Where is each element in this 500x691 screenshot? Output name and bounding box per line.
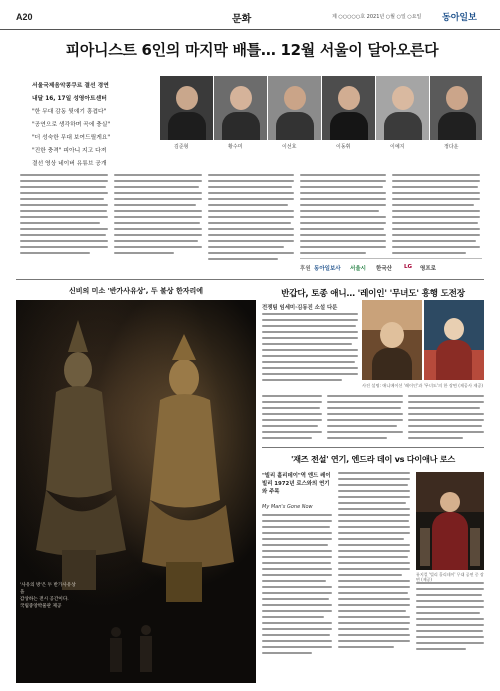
caption-line: 감상하는 전시 공간이다. [20, 597, 69, 602]
sculpture-caption-title: 신비의 미소 '반가사유상', 두 불상 한자리에 [68, 287, 204, 295]
portrait-photo [430, 76, 482, 140]
sponsor-logo: 한국산 [376, 266, 392, 272]
subhead-line: 서울국제음악콩쿠르 결선 경연 [32, 83, 109, 89]
portrait-photo [160, 76, 213, 140]
portrait-name: 이예지 [390, 144, 405, 150]
portrait-photo [376, 76, 429, 140]
portrait-photo [268, 76, 321, 140]
portrait-row [160, 76, 482, 166]
masthead-logo: 동아일보 [442, 13, 477, 23]
subhead-line: "공연으로 생각하며 곡에 충실" [32, 122, 111, 128]
portrait-name: 이동휘 [336, 144, 351, 150]
portrait-name: 김준형 [174, 144, 189, 150]
sculpture-caption [20, 582, 80, 610]
portrait-name: 황수미 [228, 144, 243, 150]
chopin-subheads [32, 80, 152, 171]
jazz-stage-caption: 뮤지컬 '빌리 홀리데이' 무대 공연 중 장면 (제공) [416, 572, 484, 582]
portrait-photo [322, 76, 375, 140]
jazz-quote: My Man's Gone Now [262, 504, 313, 510]
portrait-name: 정다운 [444, 144, 459, 150]
animation-still-2 [424, 300, 484, 380]
section-name: 문화 [232, 14, 252, 25]
sponsor-logo: 영프로 [420, 266, 436, 272]
jazz-stage-photo [416, 472, 484, 570]
portrait-photo [214, 76, 267, 140]
subhead-line: 결선 영상 네이버 유튜브 공개 [32, 161, 107, 167]
page-header [0, 0, 500, 30]
animation-headline: 반갑다, 토종 애니… '레이인' '무녀도' 흥행 도전장 [281, 289, 465, 299]
caption-line: 국립중앙박물관 제공 [20, 604, 62, 609]
sponsor-logo: 서울시 [350, 266, 366, 272]
divider [16, 279, 484, 280]
portrait-name: 이선호 [282, 144, 297, 150]
subhead-line: 내달 16, 17일 성영아트센터 [32, 96, 107, 102]
sponsor-logo: 동아일보사 [314, 266, 341, 272]
subhead-line: "진한 충격" 피아니 지고 다져 [32, 148, 107, 154]
issue-meta: 제 ○○○○○호 2021년 ○월 ○일 ○요일 [332, 14, 422, 20]
subhead-line: "더 성숙한 무대 보여드릴게요" [32, 135, 111, 141]
animation-subhead: 전쟁팀 임세미·김동진 소설 다룬 [262, 305, 338, 311]
caption-line: '사유의 방'은 두 반가사유상을 [20, 583, 76, 595]
animation-photo-caption: 사진 설명: 애니메이션 '레이인'과 '무녀도'의 한 장면 (제공사 제공) [362, 383, 484, 388]
sponsor-label: 후원 [300, 266, 311, 272]
sponsor-row [300, 258, 482, 274]
sculpture-photo [16, 300, 256, 683]
page-number: A20 [16, 12, 33, 22]
chopin-headline: 피아니스트 6인의 마지막 배틀… 12월 서울이 달아오른다 [65, 41, 439, 59]
divider [262, 447, 484, 448]
sponsor-logo: LG [404, 264, 413, 270]
subhead-line: "한 무대 감동 뒷얘기 흥겹다" [32, 109, 107, 115]
sculpture-image [16, 300, 256, 683]
animation-still-1 [362, 300, 422, 380]
jazz-subhead: "빌리 홀리데이"역 엔드 레이 빌리 1972년 로스와의 연기와 주목 [262, 473, 331, 495]
jazz-headline: '재즈 전설' 연기, 엔드라 데이 vs 다이애나 로스 [290, 454, 456, 464]
